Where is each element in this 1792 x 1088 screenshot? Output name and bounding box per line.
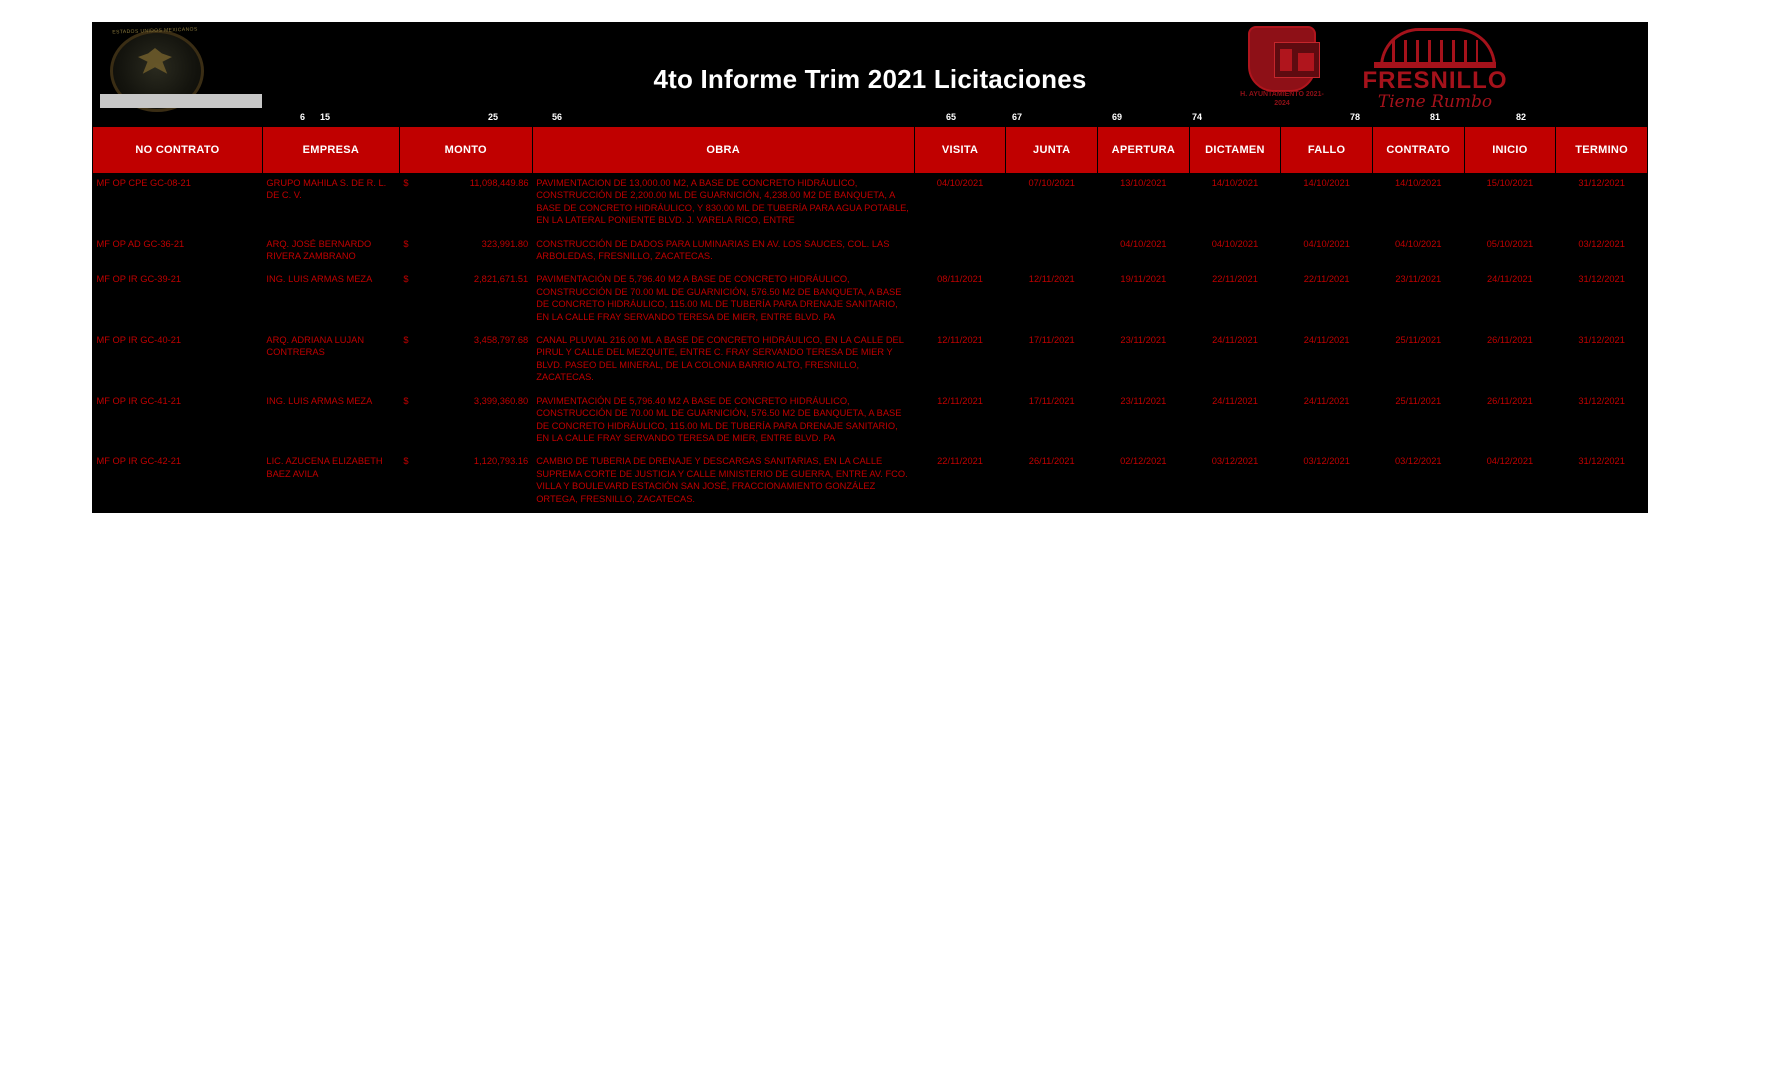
cell-termino: 03/12/2021 (1556, 235, 1648, 271)
cell-fallo: 14/10/2021 (1281, 174, 1373, 235)
cell-fallo: 24/11/2021 (1281, 392, 1373, 453)
municipal-shield-caption: H. AYUNTAMIENTO 2021-2024 (1240, 91, 1324, 107)
cell-currency: $ (399, 452, 465, 513)
table-row[interactable] (93, 270, 1648, 331)
ruler-mark: 74 (1192, 112, 1203, 122)
column-header-no-contrato[interactable]: NO CONTRATO (93, 127, 263, 174)
cell-fallo: 24/11/2021 (1281, 331, 1373, 392)
page-title: 4to Informe Trim 2021 Licitaciones (653, 64, 1087, 94)
emblem-wreath-label: ESTADOS UNIDOS MEXICANOS (112, 26, 198, 36)
cell-apertura: 23/11/2021 (1098, 331, 1190, 392)
cell-visita: 12/11/2021 (914, 392, 1006, 453)
fresnillo-tagline: Tiene Rumbo (1377, 92, 1493, 112)
column-header-visita[interactable]: VISITA (914, 127, 1006, 174)
ruler-mark: 6 (300, 112, 306, 122)
cell-currency: $ (399, 235, 465, 271)
cell-apertura: 02/12/2021 (1098, 452, 1190, 513)
cell-no-contrato: MF OP IR GC-41-21 (93, 392, 263, 453)
cell-visita: 04/10/2021 (914, 174, 1006, 235)
cell-apertura: 19/11/2021 (1098, 270, 1190, 331)
cell-obra: PAVIMENTACIÓN DE 5,796.40 M2 A BASE DE CONCRETO HIDRÁULICO, CONSTRUCCIÓN DE 70.00 ML DE GUARNICIÓN, 576.50 M2 DE BANQUETA, A BASE DE CONCRETO HIDRÁULICO, 115.00 ML DE TUBERÍA PARA DRENAJE SANITARIO, EN LA CALLE FRAY SERVANDO TERESA DE MIER, ENTRE BLVD. PA (532, 392, 914, 453)
cell-termino: 31/12/2021 (1556, 270, 1648, 331)
cell-fallo: 03/12/2021 (1281, 452, 1373, 513)
ruler-mark: 15 (320, 112, 331, 122)
fresnillo-wordmark: FRESNILLO (1362, 67, 1508, 94)
cell-obra: PAVIMENTACIÓN DE 5,796.40 M2 A BASE DE CONCRETO HIDRÁULICO, CONSTRUCCIÓN DE 70.00 ML DE GUARNICIÓN, 576.50 M2 DE BANQUETA, A BASE DE CONCRETO HIDRÁULICO, 115.00 ML DE TUBERÍA PARA DRENAJE SANITARIO, EN LA CALLE FRAY SERVANDO TERESA DE MIER, ENTRE BLVD. PA (532, 270, 914, 331)
cell-obra: CONSTRUCCIÓN DE DADOS PARA LUMINARIAS EN AV. LOS SAUCES, COL. LAS ARBOLEDAS, FRESNILLO, ZACATECAS. (532, 235, 914, 271)
cell-currency: $ (399, 392, 465, 453)
cell-junta: 17/11/2021 (1006, 331, 1098, 392)
column-header-apertura[interactable]: APERTURA (1098, 127, 1190, 174)
cell-visita (914, 235, 1006, 271)
column-header-empresa[interactable]: EMPRESA (262, 127, 399, 174)
cell-inicio: 26/11/2021 (1464, 392, 1556, 453)
cell-contrato-fecha: 25/11/2021 (1372, 392, 1464, 453)
table-row[interactable] (93, 331, 1648, 392)
cell-empresa: LIC. AZUCENA ELIZABETH BAEZ AVILA (262, 452, 399, 513)
cell-monto: 3,458,797.68 (466, 331, 532, 392)
column-header-contrato[interactable]: CONTRATO (1372, 127, 1464, 174)
cell-fallo: 04/10/2021 (1281, 235, 1373, 271)
cell-junta: 07/10/2021 (1006, 174, 1098, 235)
cell-obra: CANAL PLUVIAL 216.00 ML A BASE DE CONCRETO HIDRÁULICO, EN LA CALLE DEL PIRUL Y CALLE DEL MEZQUITE, ENTRE C. FRAY SERVANDO TERESA DE MIER Y BLVD. PASEO DEL MINERAL, DE LA COLONIA BARRIO ALTO, FRESNILLO, ZACATECAS. (532, 331, 914, 392)
cell-contrato-fecha: 03/12/2021 (1372, 452, 1464, 513)
cell-currency: $ (399, 270, 465, 331)
shield-shape (1248, 26, 1316, 92)
cell-monto: 323,991.80 (466, 235, 532, 271)
table-row[interactable] (93, 452, 1648, 513)
cell-contrato-fecha: 23/11/2021 (1372, 270, 1464, 331)
cell-apertura: 04/10/2021 (1098, 235, 1190, 271)
cell-inicio: 26/11/2021 (1464, 331, 1556, 392)
shield-inner-figure (1274, 42, 1320, 78)
cell-no-contrato: MF OP CPE GC-08-21 (93, 174, 263, 235)
municipal-shield-icon (1234, 24, 1330, 116)
cell-empresa: ARQ. ADRIANA LUJAN CONTRERAS (262, 331, 399, 392)
cell-dictamen: 22/11/2021 (1189, 270, 1281, 331)
cell-inicio: 24/11/2021 (1464, 270, 1556, 331)
table-row[interactable] (93, 392, 1648, 453)
ruler-mark: 82 (1516, 112, 1527, 122)
cell-contrato-fecha: 25/11/2021 (1372, 331, 1464, 392)
table-row[interactable] (93, 174, 1648, 235)
ruler-mark: 78 (1350, 112, 1361, 122)
cell-empresa: ING. LUIS ARMAS MEZA (262, 392, 399, 453)
column-header-monto[interactable]: MONTO (399, 127, 532, 174)
cell-dictamen: 24/11/2021 (1189, 392, 1281, 453)
cell-empresa: GRUPO MAHILA S. DE R. L. DE C. V. (262, 174, 399, 235)
cell-obra: PAVIMENTACION DE 13,000.00 M2, A BASE DE CONCRETO HIDRÁULICO, CONSTRUCCIÓN DE 2,200.00 ML DE GUARNICIÓN, 4,238.00 M2 DE BANQUETA, A BASE DE CONCRETO HIDRÁULICO, Y 830.00 ML DE TUBERÍA PARA AGUA POTABLE, EN LA LATERAL PONIENTE BLVD. J. VARELA RICO, ENTRE (532, 174, 914, 235)
ruler-mark: 25 (488, 112, 499, 122)
sheet-header (92, 22, 1648, 112)
table-header-row (93, 127, 1648, 174)
cell-termino: 31/12/2021 (1556, 452, 1648, 513)
spreadsheet-sheet (92, 22, 1648, 513)
cell-visita: 12/11/2021 (914, 331, 1006, 392)
cell-dictamen: 24/11/2021 (1189, 331, 1281, 392)
cell-no-contrato: MF OP IR GC-42-21 (93, 452, 263, 513)
cell-no-contrato: MF OP IR GC-39-21 (93, 270, 263, 331)
ruler-mark: 65 (946, 112, 957, 122)
cell-inicio: 15/10/2021 (1464, 174, 1556, 235)
ruler-mark: 56 (552, 112, 563, 122)
cell-visita: 22/11/2021 (914, 452, 1006, 513)
cell-apertura: 23/11/2021 (1098, 392, 1190, 453)
fresnillo-logo-icon (1344, 28, 1526, 114)
cell-inicio: 04/12/2021 (1464, 452, 1556, 513)
ruler-mark: 69 (1112, 112, 1123, 122)
cell-empresa: ARQ. JOSÉ BERNARDO RIVERA ZAMBRANO (262, 235, 399, 271)
column-header-obra[interactable]: OBRA (532, 127, 914, 174)
cell-contrato-fecha: 04/10/2021 (1372, 235, 1464, 271)
column-header-termino[interactable]: TERMINO (1556, 127, 1648, 174)
cell-inicio: 05/10/2021 (1464, 235, 1556, 271)
column-header-fallo[interactable]: FALLO (1281, 127, 1373, 174)
cell-junta (1006, 235, 1098, 271)
cell-monto: 3,399,360.80 (466, 392, 532, 453)
emblem-bar (100, 94, 262, 108)
cell-dictamen: 14/10/2021 (1189, 174, 1281, 235)
cell-termino: 31/12/2021 (1556, 174, 1648, 235)
cell-visita: 08/11/2021 (914, 270, 1006, 331)
cell-dictamen: 04/10/2021 (1189, 235, 1281, 271)
cell-obra: CAMBIO DE TUBERIA DE DRENAJE Y DESCARGAS SANITARIAS, EN LA CALLE SUPREMA CORTE DE JUSTICIA Y CALLE MINISTERIO DE GUERRA, ENTRE AV. FCO. VILLA Y BOULEVARD ESTACIÓN SAN JOSÉ, FRACCIONAMIENTO GONZÁLEZ ORTEGA, FRESNILLO, ZACATECAS. (532, 452, 914, 513)
cell-no-contrato: MF OP AD GC-36-21 (93, 235, 263, 271)
column-header-junta[interactable]: JUNTA (1006, 127, 1098, 174)
cell-junta: 12/11/2021 (1006, 270, 1098, 331)
cell-currency: $ (399, 174, 465, 235)
ruler-mark: 81 (1430, 112, 1441, 122)
cell-monto: 11,098,449.86 (466, 174, 532, 235)
cell-contrato-fecha: 14/10/2021 (1372, 174, 1464, 235)
licitaciones-table (92, 126, 1648, 513)
arch-columns (1392, 40, 1478, 64)
cell-monto: 2,821,671.51 (466, 270, 532, 331)
cell-apertura: 13/10/2021 (1098, 174, 1190, 235)
column-header-dictamen[interactable]: DICTAMEN (1189, 127, 1281, 174)
cell-junta: 17/11/2021 (1006, 392, 1098, 453)
ruler-mark: 67 (1012, 112, 1023, 122)
cell-termino: 31/12/2021 (1556, 331, 1648, 392)
table-row[interactable] (93, 235, 1648, 271)
cell-fallo: 22/11/2021 (1281, 270, 1373, 331)
cell-monto: 1,120,793.16 (466, 452, 532, 513)
cell-empresa: ING. LUIS ARMAS MEZA (262, 270, 399, 331)
cell-termino: 31/12/2021 (1556, 392, 1648, 453)
cell-junta: 26/11/2021 (1006, 452, 1098, 513)
cell-dictamen: 03/12/2021 (1189, 452, 1281, 513)
cell-no-contrato: MF OP IR GC-40-21 (93, 331, 263, 392)
column-header-inicio[interactable]: INICIO (1464, 127, 1556, 174)
column-ruler (92, 112, 1648, 126)
cell-currency: $ (399, 331, 465, 392)
